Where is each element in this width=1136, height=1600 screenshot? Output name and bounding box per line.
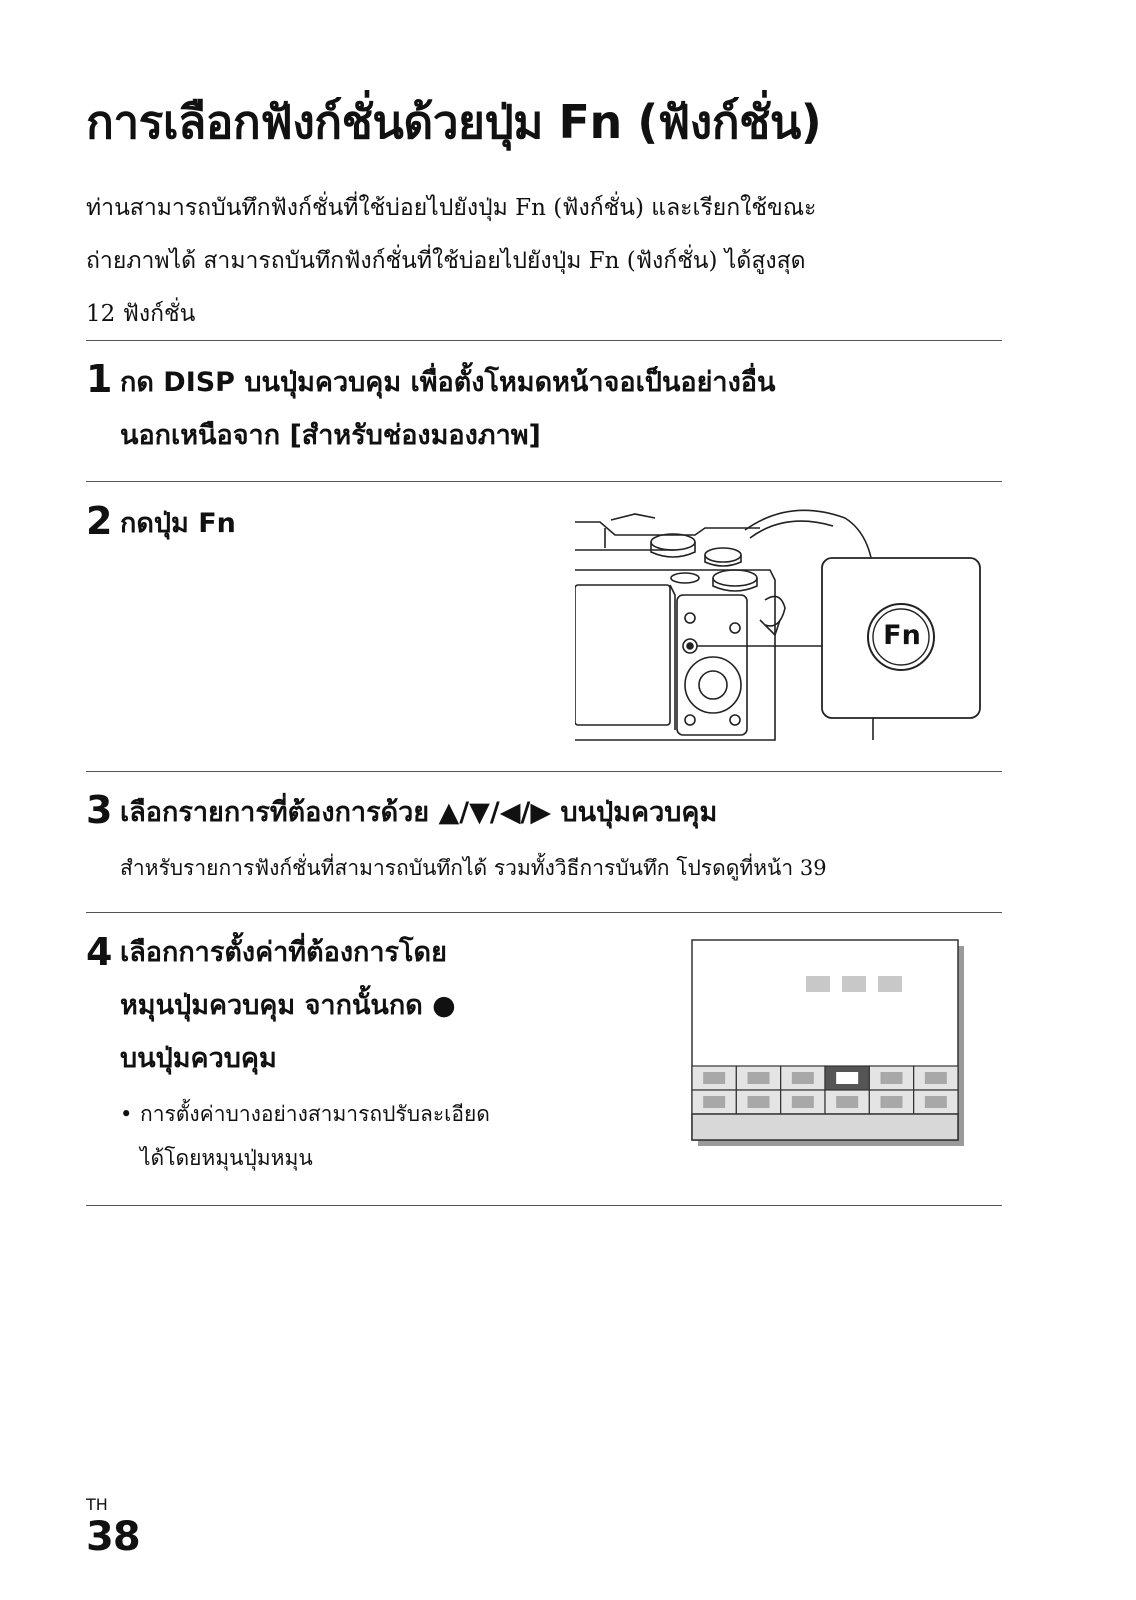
fn-menu-cell-icon bbox=[836, 1072, 858, 1084]
step-4-line: หมุนปุ่มควบคุม จากนั้นกด ● bbox=[120, 990, 456, 1021]
fn-menu-cell-icon bbox=[792, 1072, 814, 1084]
fn-button-label: Fn bbox=[883, 620, 921, 651]
divider bbox=[86, 912, 1002, 913]
fn-menu-cell-icon bbox=[881, 1096, 903, 1108]
bullet-mark: • bbox=[120, 1102, 133, 1126]
fn-menu-cell-icon bbox=[703, 1072, 725, 1084]
step-1-line: นอกเหนือจาก [สำหรับช่องมองภาพ] bbox=[120, 420, 541, 451]
step-2-line: กดปุ่ม Fn bbox=[120, 508, 236, 539]
fn-menu-cell-icon bbox=[748, 1072, 770, 1084]
intro-line: 12 ฟังก์ชั่น bbox=[86, 301, 196, 327]
divider bbox=[86, 481, 1002, 482]
step-3-number: 3 bbox=[86, 788, 113, 832]
step-4-bullet bbox=[120, 1092, 490, 1180]
fn-menu-cell-icon bbox=[836, 1096, 858, 1108]
step-3-text bbox=[120, 786, 717, 839]
step-4-line: บนปุ่มควบคุม bbox=[120, 1043, 277, 1074]
page-title: การเลือกฟังก์ชั่นด้วยปุ่ม Fn (ฟังก์ชั่น) bbox=[86, 95, 822, 149]
bullet-line: การตั้งค่าบางอย่างสามารถปรับละเอียด bbox=[140, 1102, 490, 1126]
step-3-line: เลือกรายการที่ต้องการด้วย ▲/▼/◀/▶ บนปุ่มควบคุม bbox=[120, 797, 718, 828]
step-4-text bbox=[120, 926, 456, 1085]
fn-menu-cell-icon bbox=[748, 1096, 770, 1108]
fn-menu-cell-icon bbox=[792, 1096, 814, 1108]
fn-menu-screen-illustration bbox=[690, 938, 970, 1150]
step-1-line: กด DISP บนปุ่มควบคุม เพื่อตั้งโหมดหน้าจอเป็นอย่างอื่น bbox=[120, 367, 776, 398]
fn-menu-cell-icon bbox=[925, 1096, 947, 1108]
intro-line: ถ่ายภาพได้ สามารถบันทึกฟังก์ชั่นที่ใช้บ่อยไปยังปุ่ม Fn (ฟังก์ชั่น) ได้สูงสุด bbox=[86, 248, 806, 274]
page-number: 38 bbox=[86, 1514, 140, 1560]
step-2-text bbox=[120, 497, 236, 550]
step-4-number: 4 bbox=[86, 930, 113, 974]
divider bbox=[86, 771, 1002, 772]
step-3-note: สำหรับรายการฟังก์ชั่นที่สามารถบันทึกได้ รวมทั้งวิธีการบันทึก โปรดดูที่หน้า 39 bbox=[120, 856, 827, 880]
intro-line: ท่านสามารถบันทึกฟังก์ชั่นที่ใช้บ่อยไปยังปุ่ม Fn (ฟังก์ชั่น) และเรียกใช้ขณะ bbox=[86, 195, 817, 221]
fn-menu-cell-icon bbox=[925, 1072, 947, 1084]
step-1-text bbox=[120, 356, 775, 462]
step-4-line: เลือกการตั้งค่าที่ต้องการโดย bbox=[120, 937, 447, 968]
divider bbox=[86, 340, 1002, 341]
fn-menu-cell-icon bbox=[881, 1072, 903, 1084]
fn-menu-cell-icon bbox=[703, 1096, 725, 1108]
fn-menu-grid bbox=[692, 1066, 958, 1114]
page-language: TH bbox=[86, 1495, 108, 1514]
step-1-number: 1 bbox=[86, 357, 113, 401]
step-2-number: 2 bbox=[86, 499, 113, 543]
divider bbox=[86, 1205, 1002, 1206]
bullet-line: ได้โดยหมุนปุ่มหมุน bbox=[140, 1146, 313, 1170]
intro-paragraph bbox=[86, 182, 986, 341]
